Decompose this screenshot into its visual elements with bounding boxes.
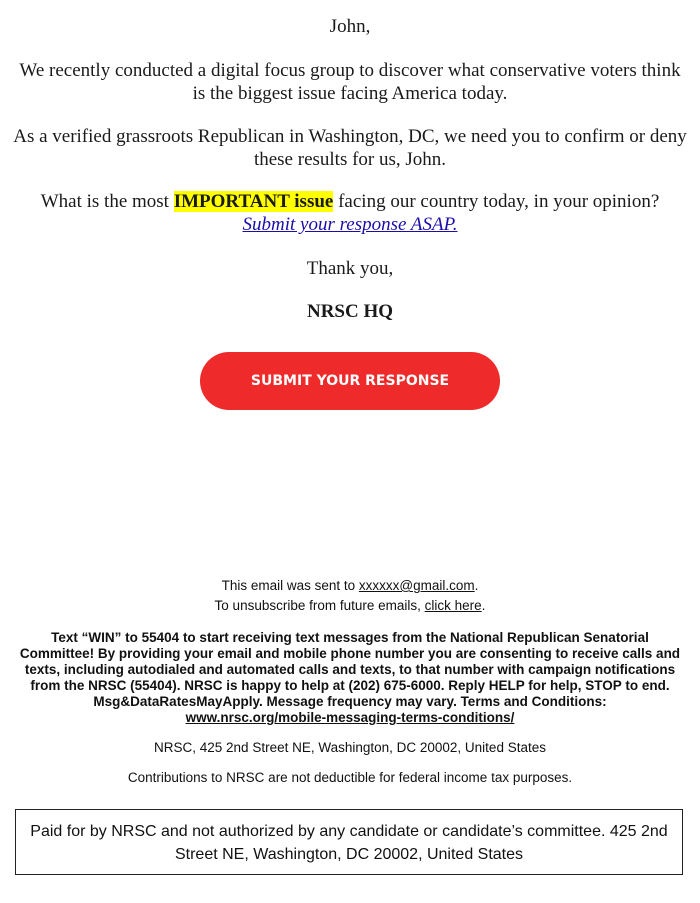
unsubscribe-link[interactable]: click here (424, 598, 482, 613)
important-issue-highlight: IMPORTANT issue (173, 191, 334, 212)
recipient-email-link[interactable]: xxxxxx@gmail.com (358, 578, 475, 593)
question-paragraph (0, 190, 700, 236)
terms-conditions-link[interactable]: www.nrsc.org/mobile-messaging-terms-conditions/ (185, 710, 515, 725)
paid-for-text: Paid for by NRSC and not authorized by any candidate or candidate’s committee. 425 2nd Street NE, Washington, DC 20002, United States (30, 823, 668, 863)
sent-to-line (0, 578, 700, 594)
signature: NRSC HQ (306, 301, 394, 322)
sms-disclosure (0, 630, 700, 726)
sms-disclosure-text: Text “WIN” to 55404 to start receiving text messages from the National Republican Senatorial Committee! By providing your email and mobile phone number you are consenting to receive calls and texts, including autodialed and automated calls and texts, to that number with campaign notifications from the NRSC (55404). NRSC is happy to help at (202) 675-6000. Reply HELP for help, STOP to end. Msg&DataRatesMayApply. Message frequency may vary. Terms and Conditions: (19, 630, 681, 709)
greeting: John, (329, 16, 371, 37)
paid-for-disclaimer-box (15, 809, 683, 875)
tax-disclaimer: Contributions to NRSC are not deductible for federal income tax purposes. (127, 770, 573, 785)
question-text-before: What is the most (40, 191, 174, 212)
postal-address: NRSC, 425 2nd Street NE, Washington, DC 20002, United States (154, 740, 546, 755)
submit-response-button[interactable]: SUBMIT YOUR RESPONSE (200, 352, 500, 410)
unsubscribe-line (0, 598, 700, 614)
unsubscribe-prefix: To unsubscribe from future emails, (214, 598, 425, 613)
sent-to-prefix: This email was sent to (221, 578, 359, 593)
intro-paragraph: We recently conducted a digital focus group to discover what conservative voters think is the biggest issue facing America today. (19, 60, 681, 104)
sent-to-suffix: . (474, 578, 479, 593)
unsubscribe-suffix: . (481, 598, 486, 613)
verification-paragraph: As a verified grassroots Republican in Washington, DC, we need you to confirm or deny these results for us, John. (13, 126, 687, 170)
thank-you: Thank you, (306, 258, 394, 279)
question-text-after: facing our country today, in your opinion? (333, 191, 660, 212)
submit-response-link[interactable]: Submit your response ASAP. (242, 214, 458, 235)
